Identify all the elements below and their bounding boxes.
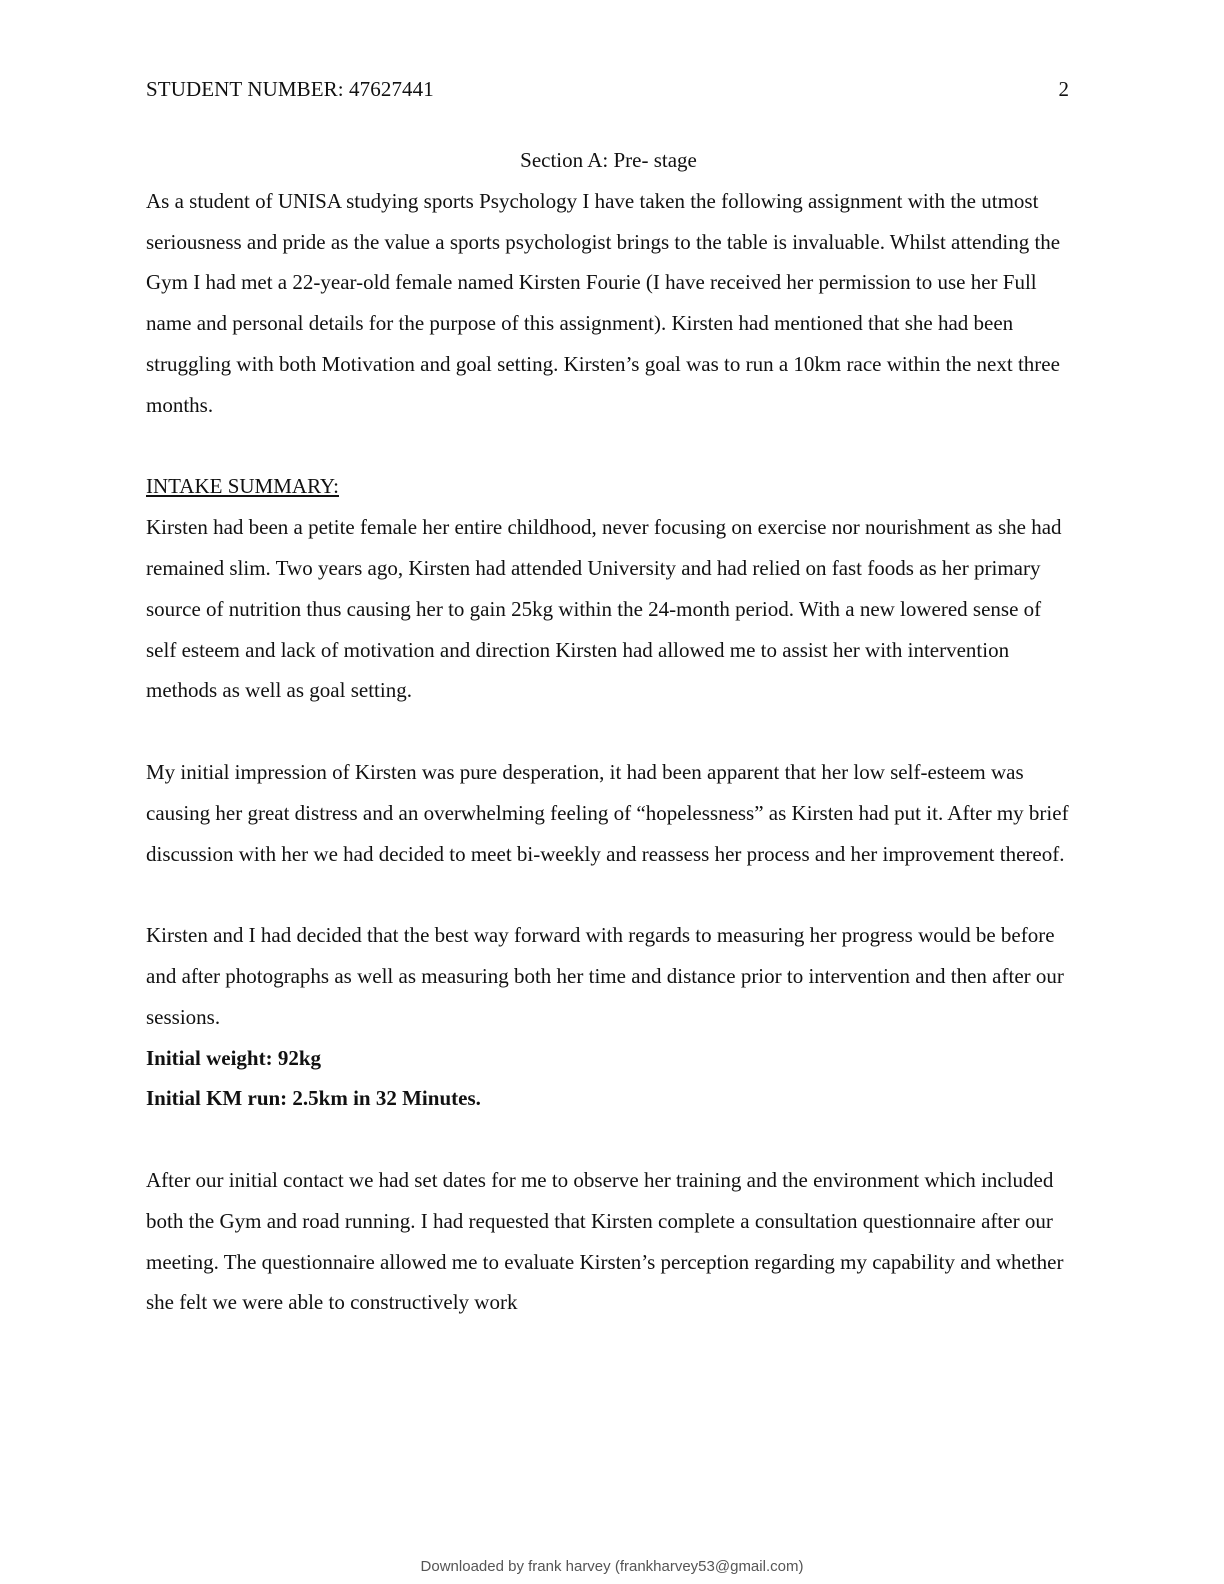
paragraph-introduction: As a student of UNISA studying sports Psychology I have taken the following assignment with the utmost seriousness and pride as the value a sports psychologist brings to the table is invaluable. Whilst attending the Gym I had met a 22-year-old female named Kirsten Fourie (I have received her permission to use her Full name and personal details for the purpose of this assignment). Kirsten had mentioned that she had been struggling with both Motivation and goal setting. Kirsten’s goal was to run a 10km race within the next three months. (146, 188, 1061, 417)
page-number: 2 (1058, 77, 1069, 101)
paragraph-spacer (146, 874, 1071, 915)
initial-run: Initial KM run: 2.5km in 32 Minutes. (146, 1086, 481, 1111)
page-body (146, 140, 1071, 1323)
paragraph-intake-background: Kirsten had been a petite female her entire childhood, never focusing on exercise nor nourishment as she had remained slim. Two years ago, Kirsten had attended University and had relied on fast foods as her primary source of nutrition thus causing her to gain 25kg within the 24-month period. With a new lowered sense of self esteem and lack of motivation and direction Kirsten had allowed me to assist her with intervention methods as well as goal setting. (146, 515, 1062, 703)
paragraph-initial-impression: My initial impression of Kirsten was pure desperation, it had been apparent that her low self-esteem was causing her great distress and an overwhelming feeling of “hopelessness” as Kirsten had put it. After my brief discussion with her we had decided to meet bi-weekly and reassess her process and her improvement thereof. (146, 759, 1069, 866)
paragraph-observation: After our initial contact we had set dates for me to observe her training and the environment which included both the Gym and road running. I had requested that Kirsten complete a consultation questionnaire after our meeting. The questionnaire allowed me to evaluate Kirsten’s perception regarding my capability and whether she felt we were able to constructively work (146, 1167, 1064, 1315)
running-head: STUDENT NUMBER: 47627441 (146, 77, 434, 101)
initial-weight: Initial weight: 92kg (146, 1045, 322, 1070)
download-footer: Downloaded by frank harvey (frankharvey53@gmail.com) (420, 1558, 804, 1575)
paragraph-spacer (146, 1119, 1071, 1160)
intake-summary-heading: INTAKE SUMMARY: (146, 474, 339, 499)
paragraph-spacer (146, 711, 1071, 752)
paragraph-progress-measurement: Kirsten and I had decided that the best way forward with regards to measuring her progress would be before and after photographs as well as measuring both her time and distance prior to intervention and then after our sessions. (146, 923, 1064, 1029)
paragraph-spacer (146, 426, 1071, 467)
section-title: Section A: Pre- stage (520, 148, 697, 172)
